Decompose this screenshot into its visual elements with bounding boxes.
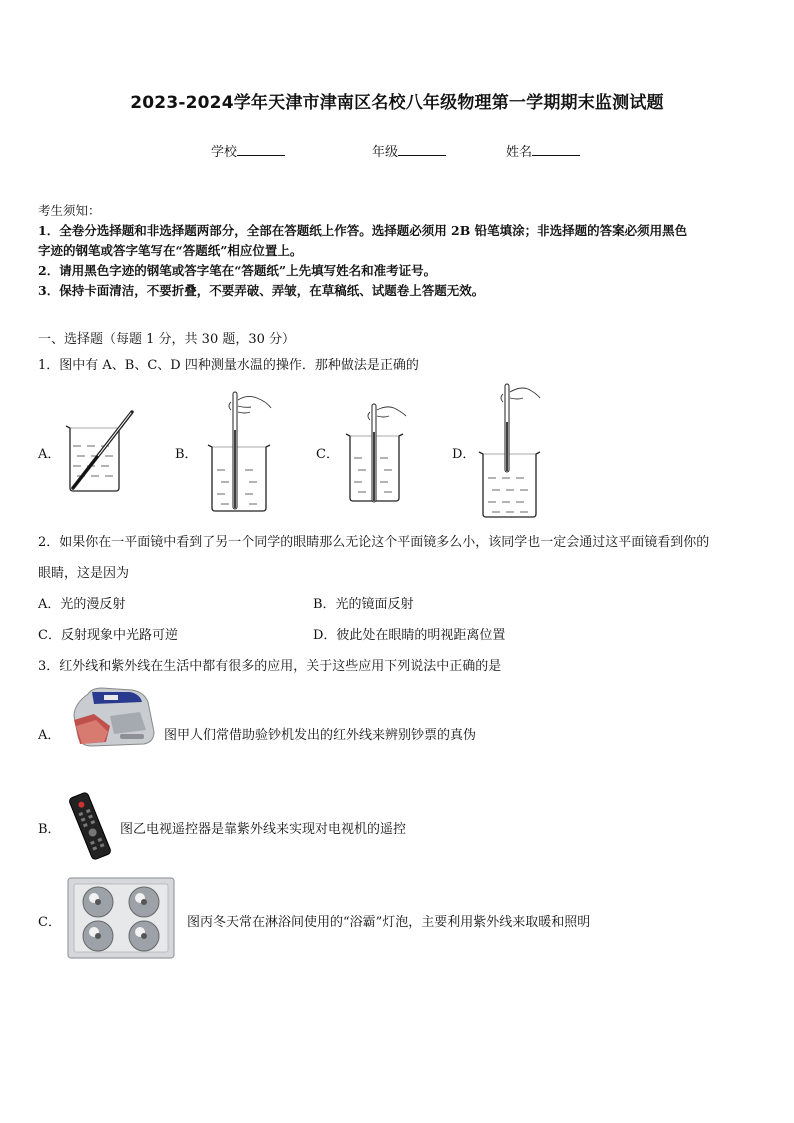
notice-heading: 考生须知：	[38, 203, 101, 218]
q2-stem-line-2: 眼睛，这是因为	[38, 566, 130, 581]
q3-option-b-text: 图乙电视遥控器是靠紫外线来实现对电视机的遥控	[120, 822, 407, 837]
q3-option-c-label: C．	[38, 915, 61, 930]
school-label: 学校	[211, 145, 238, 160]
q1-option-c-label: C．	[316, 447, 339, 462]
notice-item-1-line-2: 字迹的钢笔或答字笔写在“答题纸”相应位置上。	[38, 243, 303, 258]
bath-heater-image	[66, 876, 178, 962]
school-blank	[237, 143, 285, 156]
name-label: 姓名	[506, 145, 533, 160]
q2-stem-line-1: 2．如果你在一平面镜中看到了另一个同学的眼睛那么无论这个平面镜多么小，该同学也一定会通过这平面镜看到你的	[38, 535, 710, 550]
page-title: 2023-2024学年天津市津南区名校八年级物理第一学期期末监测试题	[130, 93, 664, 113]
q3-stem: 3．红外线和紫外线在生活中都有很多的应用，关于这些应用下列说法中正确的是	[38, 659, 502, 674]
school-field	[211, 141, 285, 160]
q2-option-c: C．反射现象中光路可逆	[38, 628, 178, 643]
q3-option-b-label: B．	[38, 822, 61, 837]
grade-label: 年级	[372, 145, 399, 160]
beaker-c-figure	[344, 402, 414, 507]
beaker-d-figure	[478, 382, 553, 522]
beaker-b-figure	[205, 390, 280, 515]
name-field	[506, 141, 580, 160]
beaker-a-figure	[60, 410, 140, 495]
q3-option-c-text: 图丙冬天常在淋浴间使用的“浴霸”灯泡，主要利用紫外线来取暖和照明	[187, 915, 591, 930]
money-detector-image	[70, 686, 156, 748]
q3-option-a-text: 图甲人们常借助验钞机发出的红外线来辨别钞票的真伪	[164, 728, 477, 743]
grade-blank	[398, 143, 446, 156]
q3-option-a-label: A．	[38, 728, 61, 743]
q1-option-a-label: A．	[38, 447, 61, 462]
notice-item-3: 3．保持卡面清洁，不要折叠，不要弄破、弄皱，在草稿纸、试题卷上答题无效。	[38, 283, 485, 298]
q2-option-d: D．彼此处在眼睛的明视距离位置	[313, 628, 506, 643]
q1-option-b-label: B．	[175, 447, 198, 462]
exam-notice	[38, 201, 758, 301]
q1-option-d-label: D．	[452, 447, 476, 462]
section-heading: 一、选择题（每题 1 分，共 30 题，30 分）	[38, 332, 296, 347]
q1-stem: 1．图中有 A、B、C、D 四种测量水温的操作．那种做法是正确的	[38, 358, 419, 373]
tv-remote-image	[63, 795, 118, 857]
notice-item-1-line-1: 1．全卷分选择题和非选择题两部分，全部在答题纸上作答。选择题必须用 2B 铅笔填涂；非选择题的答案必须用黑色	[38, 223, 688, 238]
q2-option-b: B．光的镜面反射	[313, 597, 414, 612]
q2-option-a: A．光的漫反射	[38, 597, 126, 612]
grade-field	[372, 141, 446, 160]
notice-item-2: 2．请用黑色字迹的钢笔或答字笔在“答题纸”上先填写姓名和准考证号。	[38, 263, 437, 278]
name-blank	[532, 143, 580, 156]
